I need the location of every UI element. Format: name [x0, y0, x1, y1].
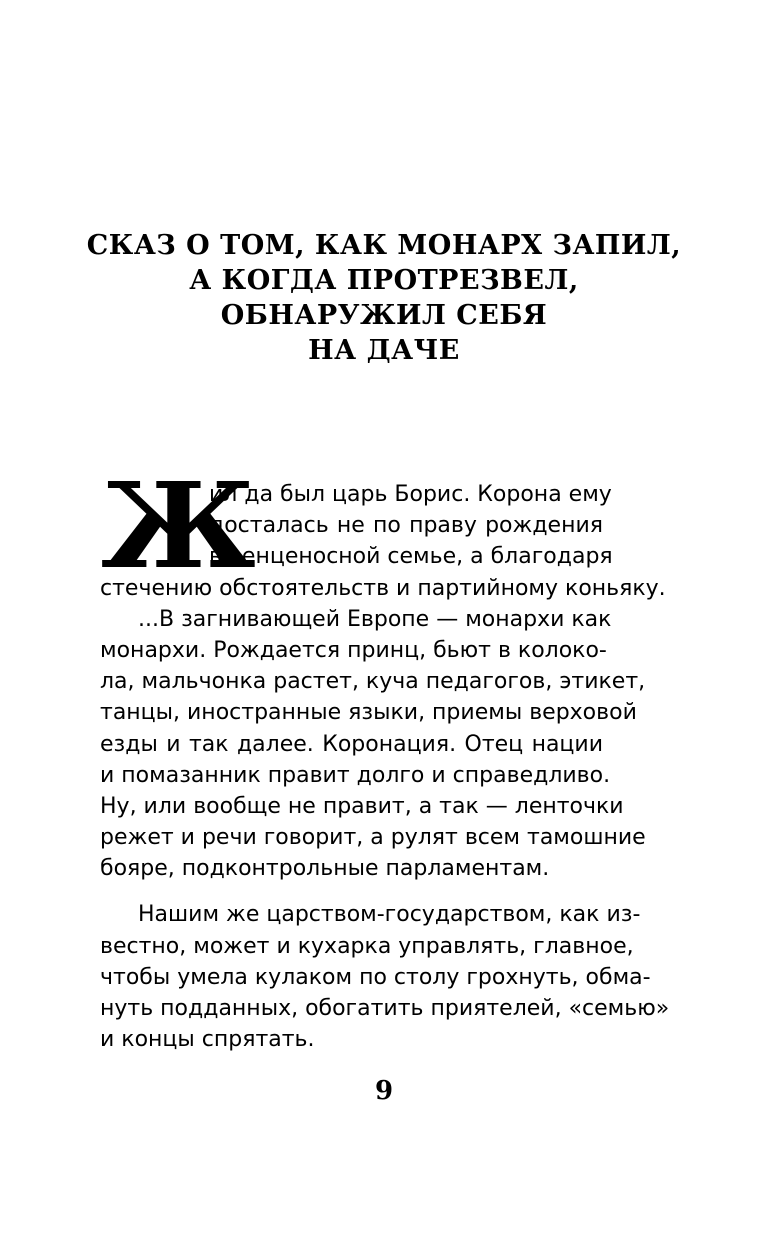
text-line: режет и речи говорит, а рулят всем тамошние — [100, 825, 646, 851]
text-line: ил да был царь Борис. Корона ему — [209, 482, 612, 507]
paragraph-gap — [100, 884, 603, 899]
text-line: танцы, иностранные языки, приемы верховой — [100, 700, 637, 726]
text-line: Нашим же царством-государством, как из- — [138, 902, 641, 928]
chapter-title-line: СКАЗ О ТОМ, КАК МОНАРХ ЗАПИЛ, — [86, 230, 682, 261]
text-line: ...В загнивающей Европе — монархи как — [138, 606, 612, 632]
text-line: в венценосной семье, а благодаря — [209, 544, 613, 570]
body-text — [100, 456, 670, 1055]
text-line: стечению обстоятельств и партийному коньяку. — [100, 575, 666, 601]
text-line: чтобы умела кулаком по столу грохнуть, обма- — [100, 964, 651, 990]
text-line: нуть подданных, обогатить приятелей, «семью» — [100, 996, 670, 1021]
text-line: ла, мальчонка растет, куча педагогов, этикет, — [100, 669, 646, 695]
text-line: Ну, или вообще не правит, а так — ленточки — [100, 793, 624, 819]
chapter-title-line: НА ДАЧЕ — [308, 335, 460, 366]
text-line: езды и так далее. Коронация. Отец нации — [100, 731, 603, 757]
chapter-title-line: ОБНАРУЖИЛ СЕБЯ — [220, 300, 548, 331]
text-line: и помазанник правит долго и справедливо. — [100, 762, 611, 788]
chapter-title — [0, 228, 768, 368]
chapter-title-line: А КОГДА ПРОТРЕЗВЕЛ, — [189, 265, 579, 296]
drop-cap: Ж — [101, 456, 256, 595]
page-number: 9 — [374, 1076, 394, 1106]
text-line: досталась не по праву рождения — [209, 513, 603, 539]
text-line: и концы спрятать. — [100, 1027, 315, 1053]
text-line: бояре, подконтрольные парламентам. — [100, 856, 550, 882]
text-line: монархи. Рождается принц, бьют в колоко- — [100, 637, 607, 663]
text-line: вестно, может и кухарка управлять, главное, — [100, 933, 634, 959]
